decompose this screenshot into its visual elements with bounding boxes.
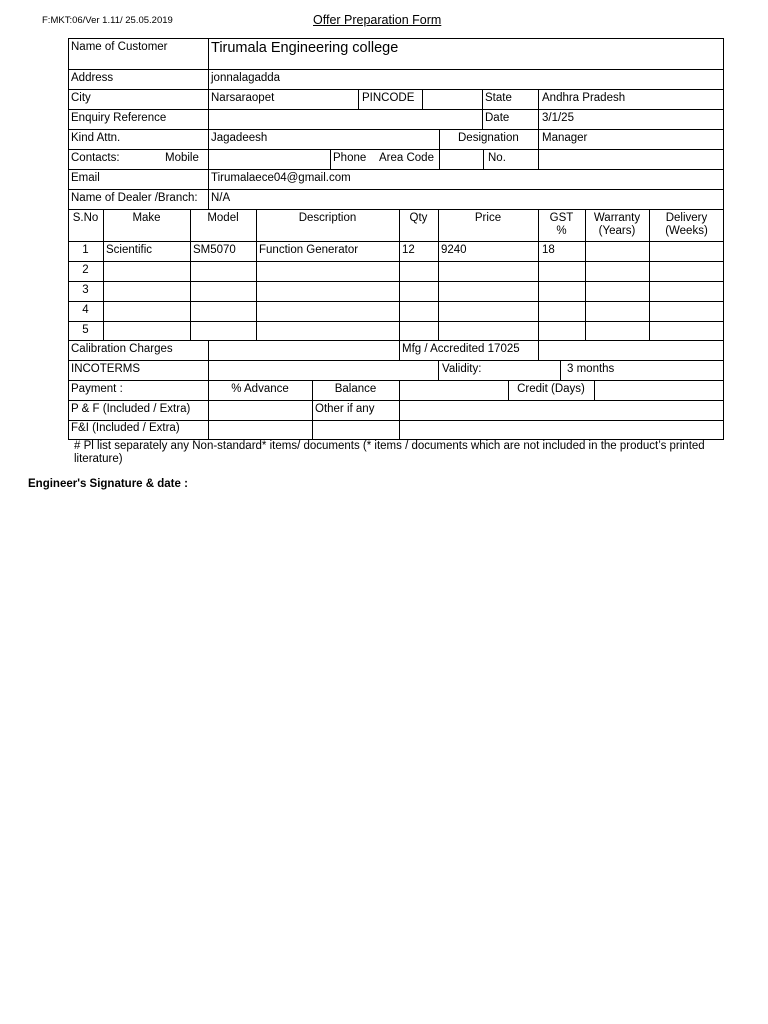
- engineer-signature-label: Engineer's Signature & date :: [28, 478, 188, 490]
- col-gst-header: GST: [549, 212, 574, 224]
- pf-label: P & F (Included / Extra): [71, 403, 191, 415]
- city-value: Narsaraopet: [211, 92, 275, 104]
- no-label: No.: [488, 152, 506, 164]
- date-label: Date: [485, 112, 510, 124]
- customer-name-value: Tirumala Engineering college: [211, 40, 399, 56]
- col-warranty-header: Warranty: [593, 212, 641, 224]
- item-make: Scientific: [106, 244, 153, 256]
- col-delivery-header-unit: (Weeks): [665, 225, 708, 237]
- mobile-label: Mobile: [165, 152, 199, 164]
- customer-name-label: Name of Customer: [71, 41, 168, 53]
- designation-label: Designation: [458, 132, 519, 144]
- item-sno: 4: [82, 304, 89, 316]
- attn-label: Kind Attn.: [71, 132, 121, 144]
- form-code: F:MKT:06/Ver 1.11/ 25.05.2019: [42, 15, 173, 26]
- item-sno: 3: [82, 284, 89, 296]
- contacts-label: Contacts:: [71, 152, 120, 164]
- item-sno: 5: [82, 324, 89, 336]
- col-delivery-header: Delivery: [665, 212, 708, 224]
- dealer-value: N/A: [211, 192, 231, 204]
- date-value: 3/1/25: [542, 112, 574, 124]
- state-value: Andhra Pradesh: [542, 92, 626, 104]
- balance-label: Balance: [334, 383, 377, 395]
- phone-label: Phone: [333, 152, 367, 164]
- item-price: 9240: [441, 244, 467, 256]
- email-label: Email: [71, 172, 100, 184]
- address-label: Address: [71, 72, 114, 84]
- non-standard-items-note: # Pl list separately any Non-standard* items/ documents (* items / documents which are not included in the product’s printed literature): [74, 440, 705, 465]
- item-qty: 12: [402, 244, 415, 256]
- mfg-accredited-label: Mfg / Accredited 17025: [402, 343, 520, 355]
- address-value: jonnalagadda: [211, 72, 281, 84]
- designation-value: Manager: [542, 132, 588, 144]
- incoterms-label: INCOTERMS: [71, 363, 140, 375]
- calibration-label: Calibration Charges: [71, 343, 173, 355]
- attn-value: Jagadeesh: [211, 132, 268, 144]
- credit-days-label: Credit (Days): [517, 383, 585, 395]
- state-label: State: [485, 92, 512, 104]
- other-if-any-label: Other if any: [315, 403, 375, 415]
- col-gst-header-unit: %: [556, 225, 567, 237]
- col-sno-header: S.No: [72, 212, 99, 224]
- pincode-label: PINCODE: [362, 92, 415, 104]
- validity-value: 3 months: [567, 363, 615, 375]
- city-label: City: [71, 92, 91, 104]
- area-code-label: Area Code: [379, 152, 434, 164]
- advance-label: % Advance: [231, 383, 289, 395]
- offer-form-table: [68, 38, 724, 440]
- col-qty-header: Qty: [409, 212, 428, 224]
- payment-label: Payment :: [71, 383, 123, 395]
- item-description: Function Generator: [259, 244, 359, 256]
- email-value: Tirumalaece04@gmail.com: [211, 172, 351, 184]
- form-title: Offer Preparation Form: [313, 13, 442, 27]
- col-description-header: Description: [298, 212, 357, 224]
- item-sno: 2: [82, 264, 89, 276]
- item-model: SM5070: [193, 244, 236, 256]
- col-price-header: Price: [474, 212, 502, 224]
- validity-label: Validity:: [442, 363, 482, 375]
- enquiry-label: Enquiry Reference: [71, 112, 167, 124]
- item-sno: 1: [82, 244, 89, 256]
- col-model-header: Model: [207, 212, 239, 224]
- col-warranty-header-unit: (Years): [598, 225, 636, 237]
- fi-label: F&I (Included / Extra): [71, 422, 180, 434]
- col-make-header: Make: [132, 212, 161, 224]
- dealer-label: Name of Dealer /Branch:: [71, 192, 198, 204]
- item-gst: 18: [542, 244, 555, 256]
